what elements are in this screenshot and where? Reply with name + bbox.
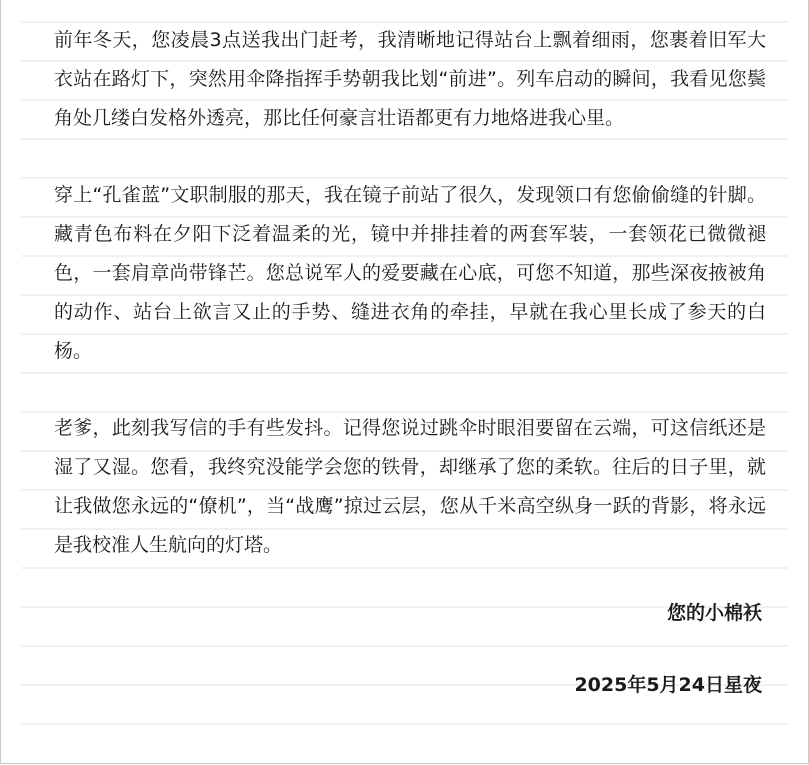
rule-line (21, 645, 788, 647)
paragraph-3: 老爹，此刻我写信的手有些发抖。记得您说过跳伞时眼泪要留在云端，可这信纸还是湿了又湿。您看，我终究没能学会您的铁骨，却继承了您的柔软。往后的日子里，就让我做您永远的“僚机”，当“战鹰”掠过云层，您从千米高空纵身一跃的背影，将永远是我校准人生航向的灯塔。 (54, 417, 766, 556)
paragraph-2: 穿上“孔雀蓝”文职制服的那天，我在镜子前站了很久，发现领口有您偷偷缝的针脚。藏青色布料在夕阳下泛着温柔的光，镜中并排挂着的两套军装，一套领花已微微褪色，一套肩章尚带锋芒。您总说军人的爱要藏在心底，可您不知道，那些深夜掖被角的动作、站台上欲言又止的手势、缝进衣角的牵挂，早就在我心里长成了参天的白杨。 (54, 184, 766, 362)
letter-body (54, 21, 766, 603)
rule-line (21, 723, 788, 725)
signature: 您的小棉袄 (666, 602, 762, 624)
letter-date: 2025年5月24日星夜 (574, 674, 762, 696)
paragraph-1: 前年冬天，您凌晨3点送我出门赶考，我清晰地记得站台上飘着细雨，您裹着旧军大衣站在路灯下，突然用伞降指挥手势朝我比划“前进”。列车启动的瞬间，我看见您鬓角处几缕白发格外透亮，那比任何豪言壮语都更有力地烙进我心里。 (54, 29, 766, 129)
